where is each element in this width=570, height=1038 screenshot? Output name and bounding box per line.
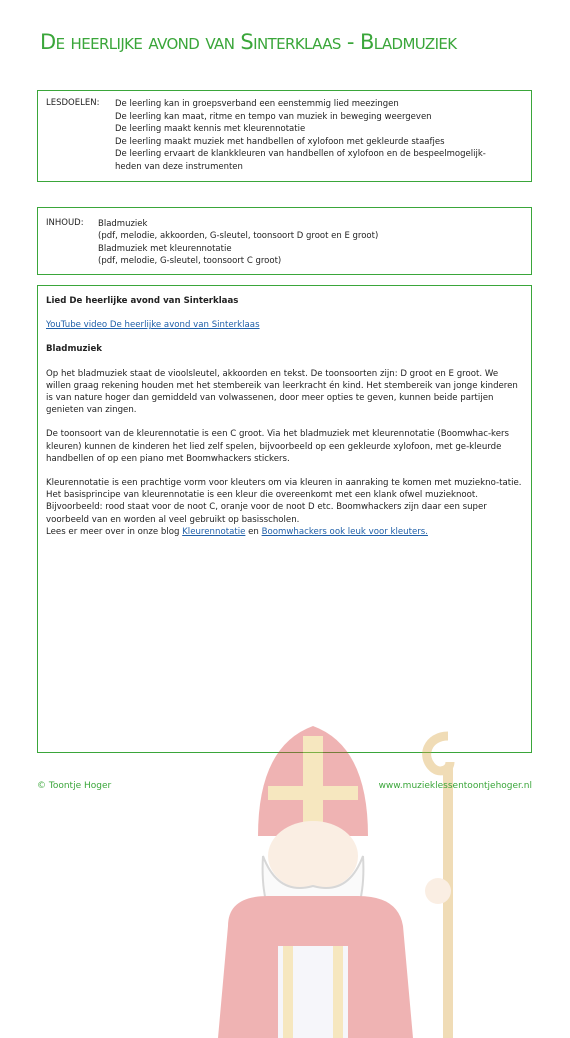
content-text [46, 295, 524, 550]
paragraph-kleurennotatie: De toonsoort van de kleurennotatie is een C groot. Via het bladmuziek met kleurennotatie (Boomwhac-kers kleuren) kunnen de kinderen het lied zelf spelen, bijvoorbeeld op een gekleurde xylofoon, met ge-kleurde handbellen of op een piano met Boomwhackers stickers. [46, 429, 510, 464]
lesdoel-item: heden van deze instrumenten [115, 161, 243, 172]
inhoud-list [98, 218, 378, 268]
blog-mid: en [245, 526, 262, 537]
lesdoel-item: De leerling ervaart de klankkleuren van handbellen of xylofoon en de bespeelmogelijk- [115, 149, 486, 160]
lesdoel-item: De leerling kan maat, ritme en tempo van muziek in beweging weergeven [115, 111, 432, 122]
lesdoelen-label: LESDOELEN: [46, 98, 100, 108]
page-title: De heerlijke avond van Sinterklaas - Bladmuziek [40, 30, 457, 54]
lied-heading: Lied De heerlijke avond van Sinterklaas [46, 296, 239, 306]
footer-website-link[interactable]: www.muzieklessentoontjehoger.nl [378, 781, 532, 791]
lesdoel-item: De leerling maakt kennis met kleurennotatie [115, 124, 306, 135]
paragraph-toonsoorten: Op het bladmuziek staat de vioolsleutel, akkoorden en tekst. De toonsoorten zijn: D groot en E groot. We willen graag rekening houden met het stembereik van leerkracht én kind. Het stembereik van jonge kinderen is van nature hoger dan gemiddeld van volwassenen, door meer opties te geven, kunnen beide partijen genieten van zingen. [46, 368, 518, 416]
footer-copyright: © Toontje Hoger [37, 781, 112, 791]
inhoud-line: Bladmuziek met kleurennotatie [98, 243, 232, 254]
lesdoelen-box [37, 90, 532, 182]
blog-prefix: Lees er meer over in onze blog [46, 526, 183, 537]
inhoud-line: (pdf, melodie, akkoorden, G-sleutel, toonsoort D groot en E groot) [98, 231, 379, 242]
content-box [37, 285, 532, 753]
blog-link-boomwhackers[interactable]: Boomwhackers ook leuk voor kleuters. [261, 526, 428, 537]
inhoud-line: (pdf, melodie, G-sleutel, toonsoort C groot) [98, 256, 282, 267]
bladmuziek-heading: Bladmuziek [46, 344, 103, 355]
youtube-link[interactable]: YouTube video De heerlijke avond van Sinterklaas [46, 320, 260, 331]
paragraph-basisprincipe: Kleurennotatie is een prachtige vorm voor kleuters om via kleuren in aanraking te komen met muziekno-tatie. Het basisprincipe van kleurennotatie is een kleur die overeenkomt met een klank ofwel muzieknoot. Bijvoorbeeld: rood staat voor de noot C, oranje voor de noot D etc. Boomwhackers zijn daar een super voorbeeld van en worden al veel gebruikt op basisscholen. [46, 478, 522, 525]
inhoud-line: Bladmuziek [98, 219, 148, 229]
lesdoel-item: De leerling kan in groepsverband een eenstemmig lied meezingen [115, 99, 399, 109]
lesdoelen-list [115, 98, 525, 174]
inhoud-label: INHOUD: [46, 218, 84, 228]
blog-link-kleurennotatie[interactable]: Kleurennotatie [182, 526, 246, 537]
lesdoel-item: De leerling maakt muziek met handbellen of xylofoon met gekleurde staafjes [115, 136, 445, 147]
sinterklaas-illustration [188, 726, 488, 1038]
inhoud-box [37, 207, 532, 275]
